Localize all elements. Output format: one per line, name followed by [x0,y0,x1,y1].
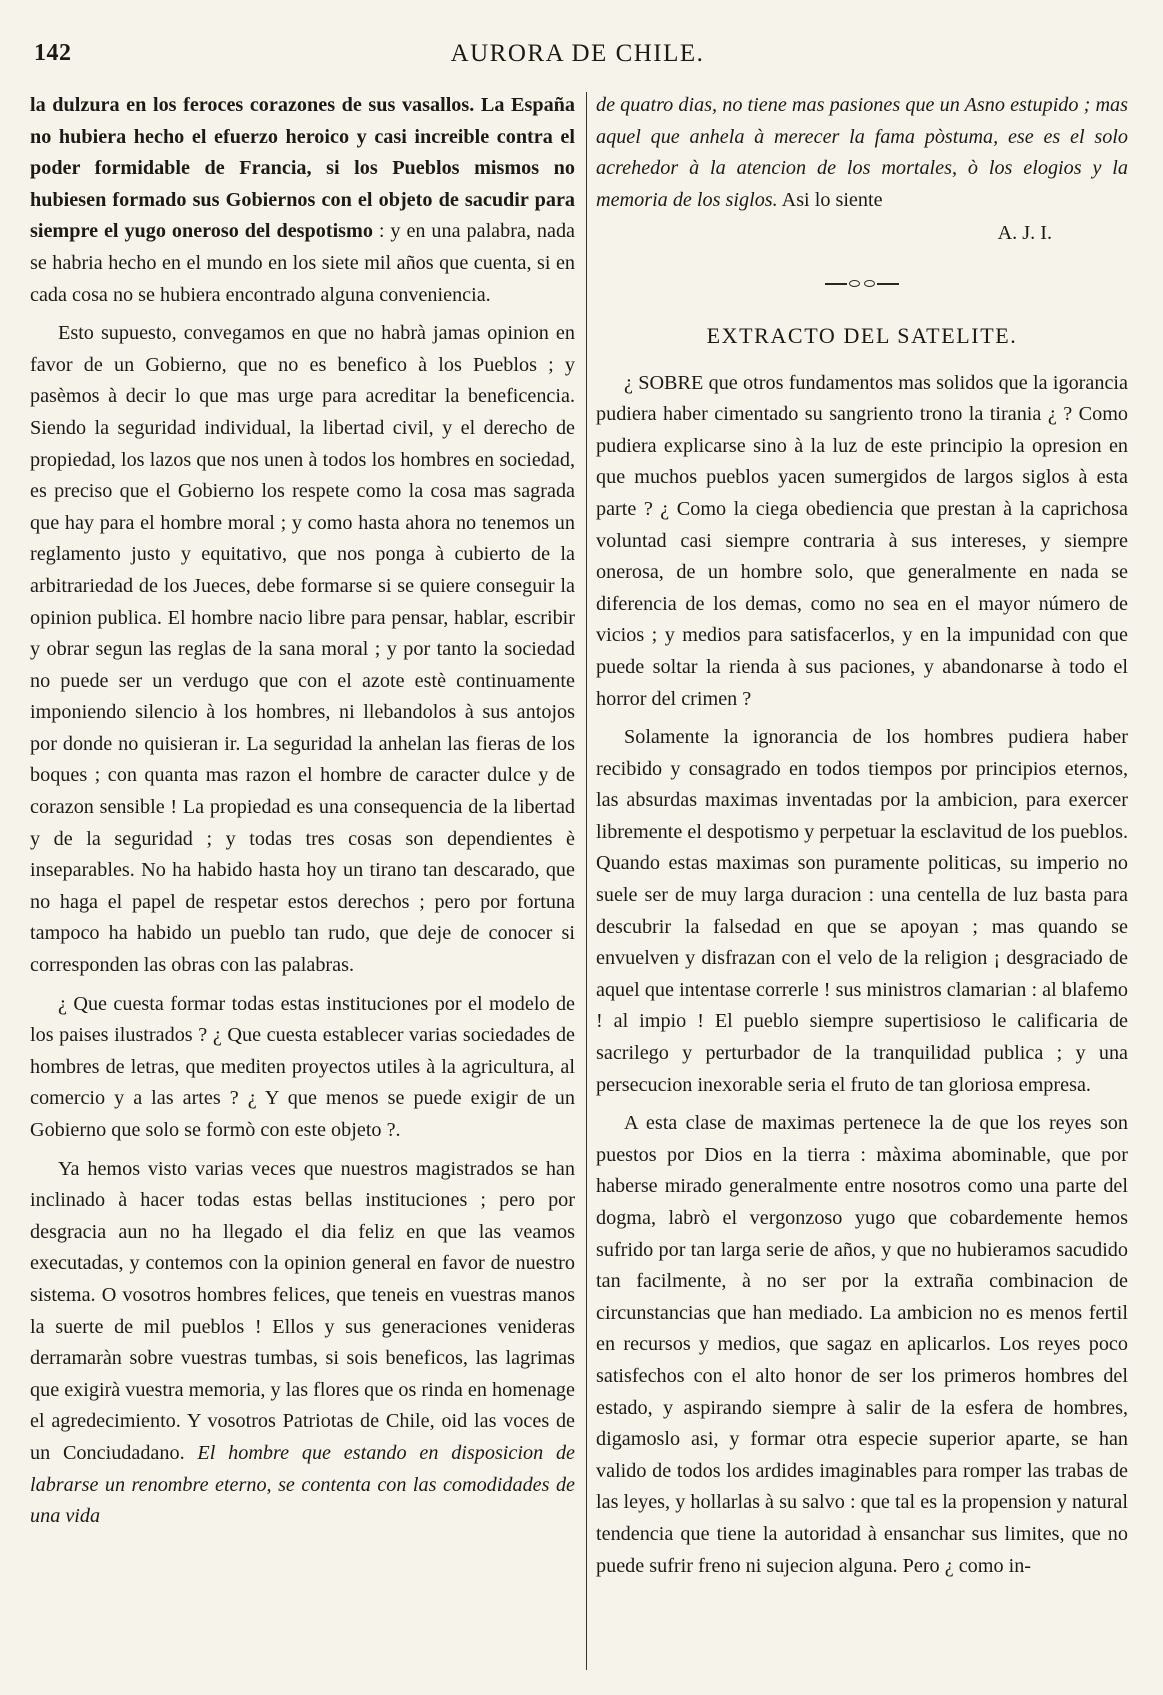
page-header [30,36,1125,76]
paragraph: A esta clase de maximas pertenece la de que los reyes son puestos por Dios en la tierra : màxima abominable, que por haberse mirado generalmente entre nosotros como una parte del dogma, labrò el vergonzoso yugo que cobardemente hemos sufrido por tan larga serie de años, y que no hubieramos sacudido tan facilmente, à no ser por la extraña combinacion de circunstancias que han mediado. La ambicion no es menos fertil en recursos y medios, que sagaz en aplicarlos. Los reyes poco satisfechos con el alto honor de ser los primeros hombres del estado, y aspirando siempre à salir de la esfera de hombres, digamoslo asi, y formar otra especie superior aparte, se han valido de todos los ardides imaginables para romper las trabas de las leyes, y hollarlas à su salvo : que tal es la propension y natural tendencia que tiene la autoridad à ensanchar sus limites, que no puede sufrir freno ni sujecion alguna. Pero ¿ como in- [596,1112,1128,1577]
bold-lead-text: la dulzura en los feroces corazones de sus vasallos. La España no hubiera hecho el efuerzo heroico y casi increible contra el poder formidable de Francia, si los Pueblos mismos no hubiesen formado sus Gobiernos con el objeto de sacudir para siempre el yugo oneroso del despotismo [30,94,575,243]
ornament-dot [849,280,860,287]
section-title: EXTRACTO DEL SATELITE. [706,322,1018,348]
paragraph-text: : y en una palabra, nada se habria hecho en el mundo en los siete mil años que cuenta, si en cada cosa no se hubiera encontrado alguna conveniencia. [30,220,576,306]
paragraph-text: Ya hemos visto varias veces que nuestros magistrados se han inclinado à hacer todas estas bellas instituciones ; pero por desgracia aun no ha llegado el dia feliz en que las veamos executadas, y contemos con la opinion general en favor de nuestro sistema. O vosotros hombres felices, que teneis en vuestras manos la suerte de mil pueblos ! Ellos y sus generaciones venideras derramaràn sobre vuestras tumbas, si sois beneficos, las lagrimas que exigirà vuestra memoria, y las flores que os rinda en homenage el agredecimiento. Y vosotros Patriotas de Chile, oid las voces de un Conciudadano. [30,1157,575,1464]
left-column [30,90,575,1533]
paragraph: Esto supuesto, convegamos en que no habrà jamas opinion en favor de un Gobierno, que no es benefico à los Pueblos ; y pasèmos à decir lo que mas urge para acreditar la beneficencia. Siendo la seguridad individual, la libertad civil, y el derecho de propiedad, los lazos que nos unen à todos los hombres en sociedad, es preciso que el Gobierno los respete como la cosa mas sagrada que hay para el hombre moral ; y como hasta ahora no tenemos un reglamento justo y equitativo, que nos ponga à cubierto de la arbitrariedad de los Jueces, debe formarse si se quiere conseguir la opinion publica. El hombre nacio libre para pensar, hablar, escribir y obrar segun las reglas de la sana moral ; y por tanto la sociedad no puede ser un verdugo que con el azote estè continuamente imponiendo silencio à los hombres, ni llebandolos à sus antojos por donde no quisieran ir. La seguridad la anhelan las fieras de los boques ; con quanta mas razon el hombre de caracter dulce y de corazon sensible ! La propiedad es una consequencia de la libertad y de la seguridad ; y todas tres cosas son dependientes è inseparables. No ha habido hasta hoy un tirano tan descarado, que no haga el papel de respetar estos derechos ; pero por fortuna tampoco ha habido un pueblo tan rudo, que deje de conocer si corresponden las obras con las palabras. [30,322,575,977]
continuation-paragraph [596,90,1128,216]
column-divider [586,92,587,1670]
right-column [596,90,1128,1582]
paragraph: Solamente la ignorancia de los hombres pudiera haber recibido y consagrado en todos tiempos por principios eternos, las absurdas maximas inventadas por la ambicion, para exercer libremente el despotismo y perpetuar la esclavitud de los pueblos. Quando estas maximas son puramente politicas, su imperio no suele ser de muy larga duracion : una centella de luz basta para descubrir la falsedad en que se apoyan ; mas quando se envuelven y disfrazan con el velo de la religion ¡ desgraciado de aquel que intentase correrle ! sus ministros clamarian : al blafemo ! al impio ! El pueblo siempre supertisioso le calificaria de sacrilego y perturbador de la tranquilidad publica ; y una persecucion inexorable seria el fruto de tan gloriosa empresa. [596,726,1128,1096]
italic-quote: El hombre que estando en disposicion de labrarse un renombre eterno, se contenta con las comodidades de una vida [30,1441,575,1528]
paragraph [30,90,575,311]
author-signature: A. J. I. [997,222,1052,245]
paragraph-text: Asi lo siente [777,188,883,211]
running-title: AURORA DE CHILE. [450,40,705,67]
ornament-line [825,283,847,285]
section-ornament [596,264,1128,304]
paragraph [30,1154,575,1533]
page-number: 142 [34,40,72,66]
italic-quote: de quatro dias, no tiene mas pasiones que un Asno estupido ; mas aquel que anhela à merecer la fama pòstuma, ese es el solo acrehedor à la atencion de los mortales, ò los elogios y la memoria de los siglos. [596,94,1128,211]
ornament-dot [864,280,875,287]
ornament-line [877,283,899,285]
paragraph: ¿ SOBRE que otros fundamentos mas solidos que la igorancia pudiera haber cimentado su sangriento trono la tirania ¿ ? Como pudiera explicarse sino à la luz de este principio la opresion en que muchos pueblos yacen sumergidos de largos siglos à esta parte ? ¿ Como la ciega obediencia que prestan à la caprichosa voluntad casi siempre contraria à sus intereses, y siempre onerosa, de un hombre solo, que generalmente en nada se diferencia de los demas, como no sea en el mayor número de vicios ; y medios para satisfacerlos, y en la impunidad con que puede soltar la rienda à sus paciones, y abandonarse à todo el horror del crimen ? [596,371,1128,710]
paragraph: ¿ Que cuesta formar todas estas instituciones por el modelo de los paises ilustrados ? ¿ Que cuesta establecer varias sociedades de hombres de letras, que mediten proyectos utiles à la agricultura, al comercio y a las artes ? ¿ Y que menos se puede exigir de un Gobierno que solo se formò con este objeto ?. [30,992,575,1141]
